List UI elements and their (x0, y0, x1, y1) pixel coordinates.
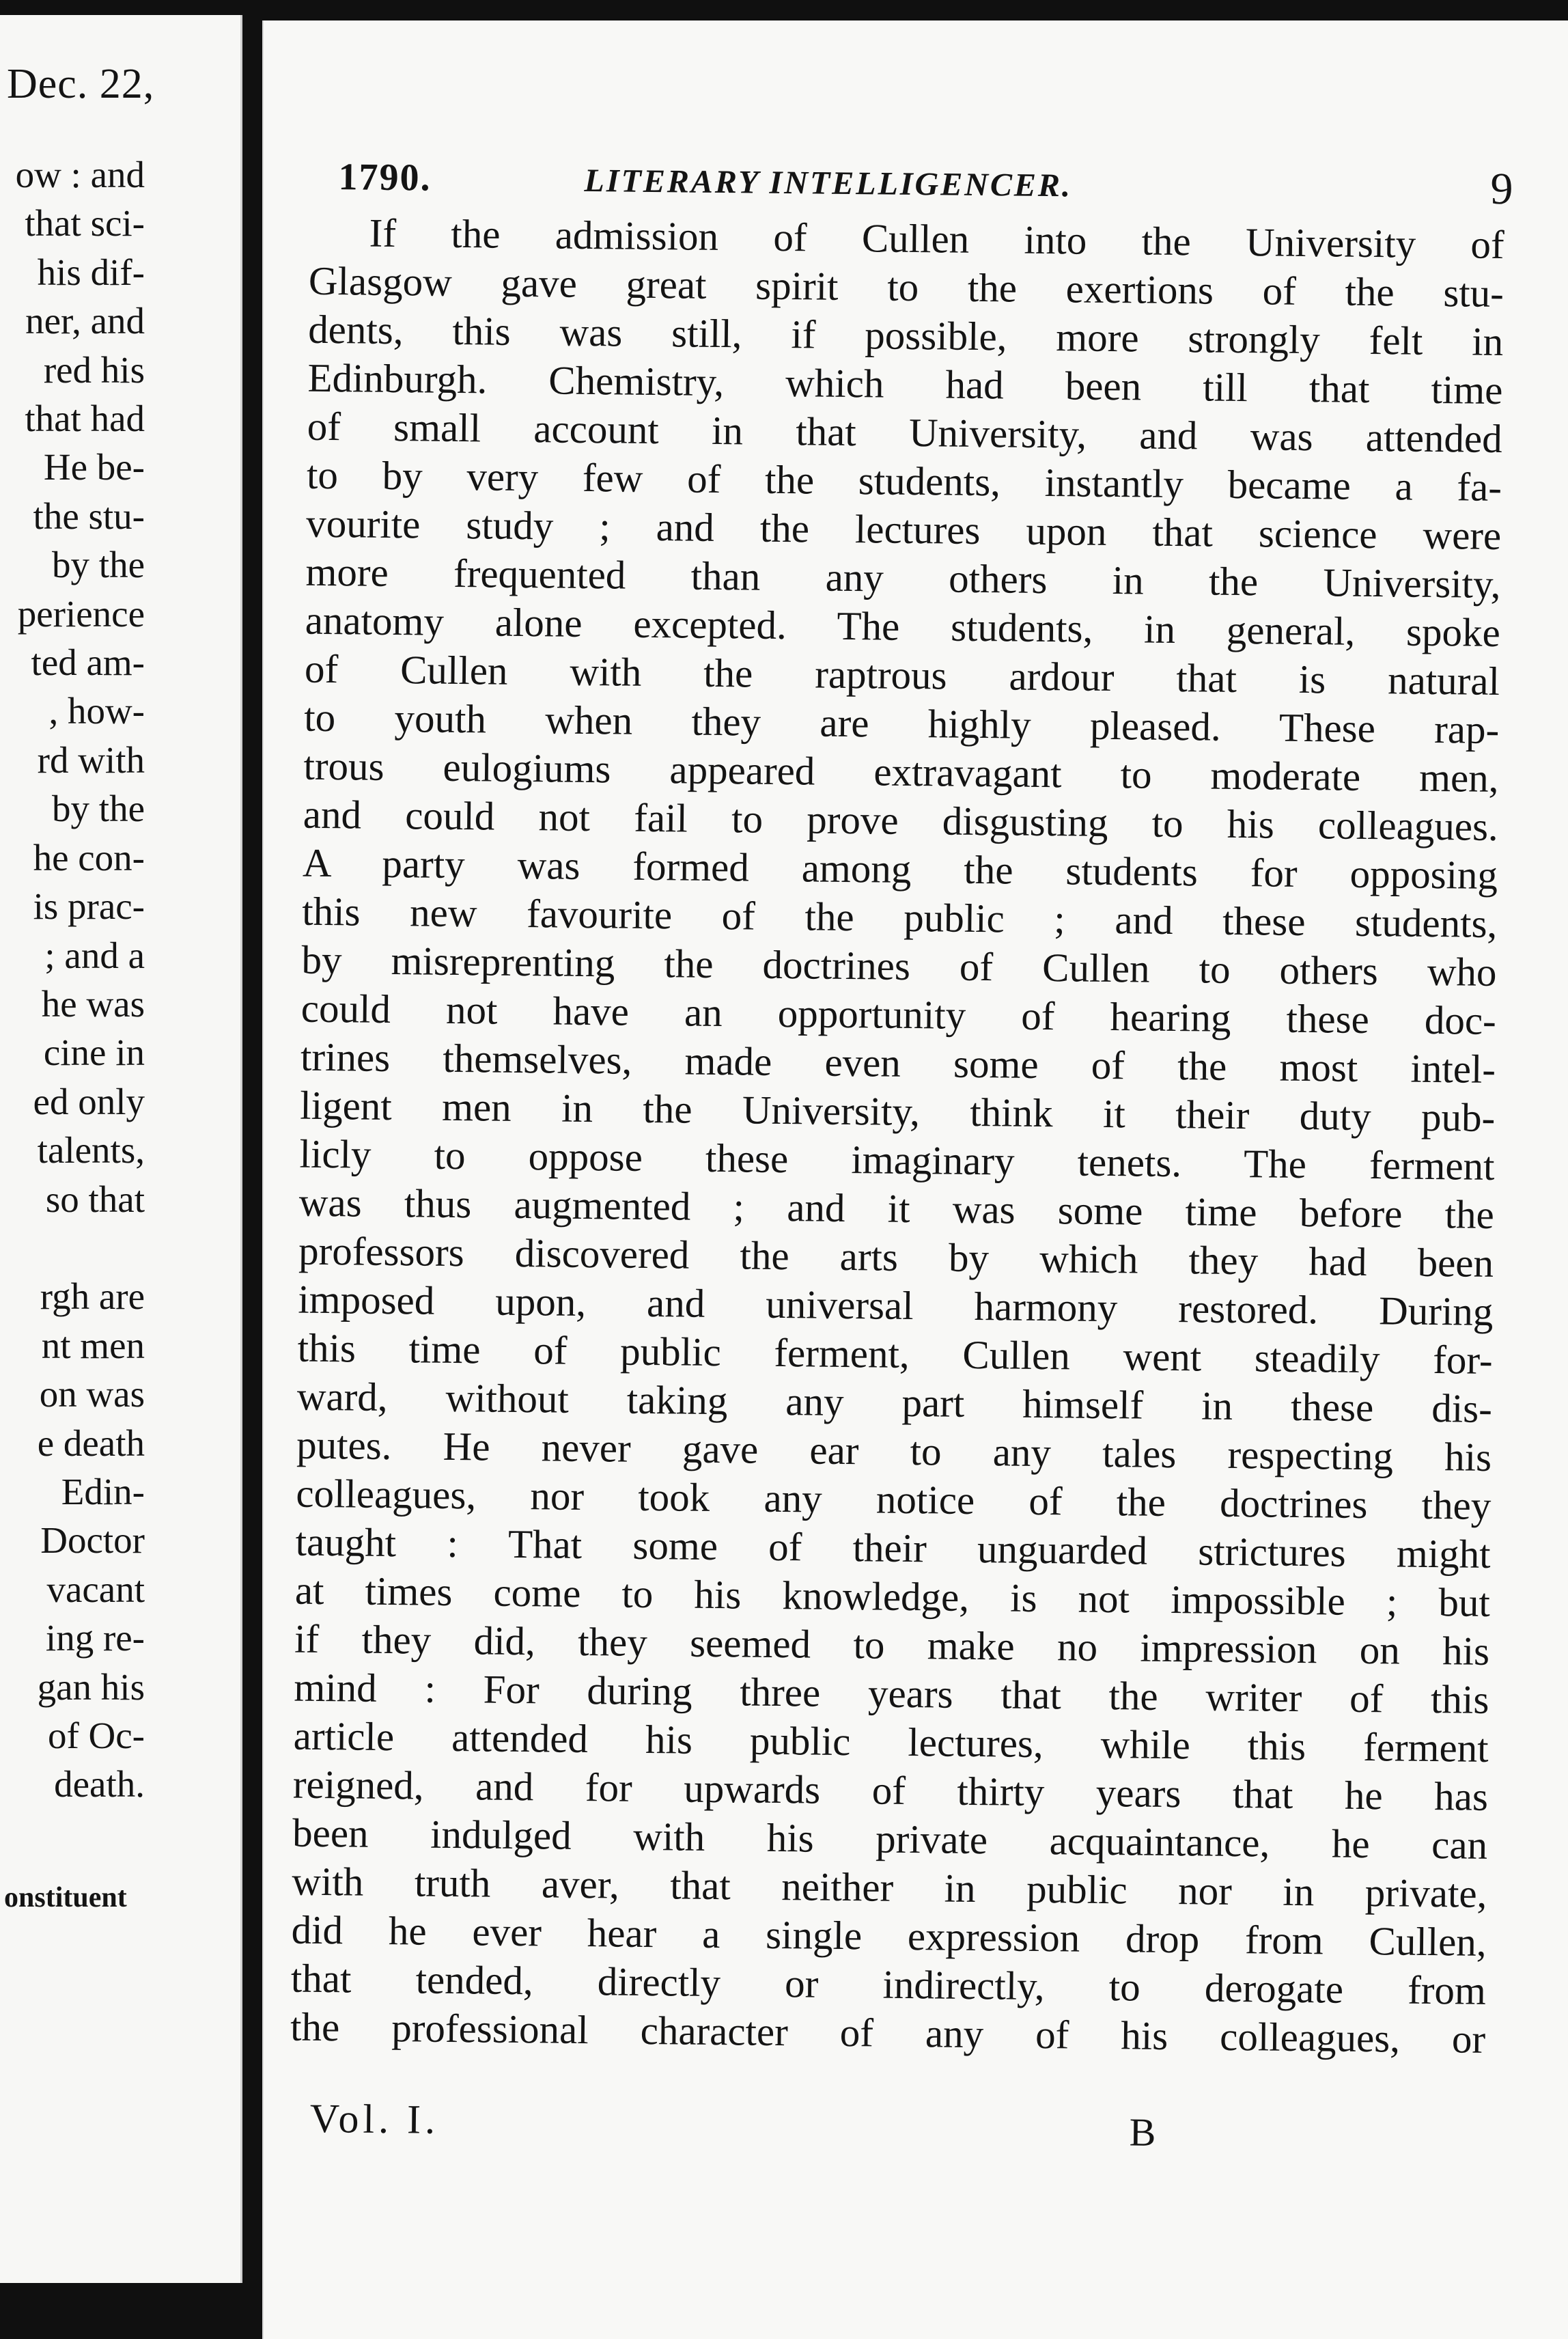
text-line: anatomy alone excepted. The students, in general, spoke (305, 597, 1501, 656)
left-text-line: by the (52, 788, 145, 830)
text-line: to by very few of the students, instantly became a fa- (306, 452, 1502, 510)
text-line: to youth when they are highly pleased. These rap- (303, 694, 1500, 753)
text-line: imposed upon, and universal harmony restored. During (298, 1276, 1494, 1334)
text-line: of small account in that University, and was attended (307, 403, 1503, 462)
left-text-line (0, 1223, 145, 1272)
left-text-line: his dif- (37, 251, 145, 293)
left-page-text (0, 150, 145, 1809)
left-text-line: death. (54, 1763, 145, 1805)
main-page (262, 20, 1568, 2339)
text-line: vourite study ; and the lectures upon that science were (305, 500, 1502, 559)
left-page-fragment (0, 15, 242, 2283)
left-text-line: is prac- (33, 885, 145, 928)
left-text-line: ner, and (25, 300, 145, 342)
text-line: trines themselves, made even some of the most intel- (300, 1034, 1496, 1092)
left-text-line: he con- (33, 836, 145, 878)
running-title: LITERARY INTELLIGENCER. (584, 162, 1073, 204)
text-line: of Cullen with the raptrous ardour that is natural (304, 646, 1500, 704)
left-text-line: ; and a (44, 934, 145, 976)
text-line: dents, this was still, if possible, more strongly felt in (307, 306, 1504, 365)
left-text-line: the stu- (33, 495, 145, 537)
text-line: been indulged with his private acquaintance, he can (292, 1810, 1488, 1868)
body-text (290, 208, 1504, 2064)
left-text-line: that sci- (25, 202, 145, 245)
text-line: if they did, they seemed to make no impression on his (294, 1616, 1490, 1674)
text-line: did he ever hear a single expression drop from Cullen, (291, 1907, 1487, 1965)
text-line: mind : For during three years that the writer of this (294, 1664, 1489, 1722)
left-text-line: ing re- (45, 1617, 145, 1659)
left-text-line: so that (45, 1178, 145, 1220)
text-line: If the admission of Cullen into the University of (369, 210, 1505, 268)
text-line: the professional character of any of his colleagues, or (290, 2004, 1486, 2062)
volume-label: Vol. I. (309, 2095, 440, 2142)
left-text-line: talents, (37, 1129, 145, 1172)
left-text-line: rgh are (40, 1275, 145, 1318)
left-page-header: Dec. 22, (7, 61, 155, 107)
left-text-line: perience (17, 592, 145, 635)
text-line: more frequented than any others in the University, (305, 549, 1501, 607)
left-text-line: he was (41, 982, 145, 1025)
header-year: 1790. (338, 156, 432, 199)
text-line: article attended his public lectures, while this ferment (293, 1713, 1489, 1771)
left-text-line: ed only (33, 1080, 145, 1122)
text-line: professors discovered the arts by which they had been (298, 1228, 1494, 1286)
text-line: could not have an opportunity of hearing these doc- (300, 985, 1497, 1043)
left-text-line: on was (39, 1373, 145, 1415)
text-line: A party was formed among the students for opposing (302, 840, 1498, 898)
left-text-line: red his (43, 348, 145, 391)
left-text-line: e death (37, 1422, 145, 1464)
text-line: was thus augmented ; and it was some time before the (298, 1179, 1495, 1237)
left-text-line: that had (25, 398, 145, 440)
text-line: this time of public ferment, Cullen went steadily for- (297, 1325, 1493, 1383)
left-text-line: rd with (37, 738, 145, 781)
left-text-line: Doctor (40, 1519, 145, 1562)
text-line: taught : That some of their unguarded strictures might (295, 1519, 1491, 1577)
left-text-line: vacant (46, 1568, 145, 1610)
text-line: Glasgow gave great spirit to the exertions of the stu- (308, 258, 1504, 316)
text-line: trous eulogiums appeared extravagant to moderate men, (303, 743, 1499, 801)
text-line: at times come to his knowledge, is not impossible ; but (294, 1567, 1491, 1625)
text-line: licly to oppose these imaginary tenets. The ferment (299, 1131, 1495, 1189)
text-line: that tended, directly or indirectly, to derogate from (290, 1955, 1487, 2013)
text-line: with truth aver, that neither in public nor in private, (292, 1858, 1487, 1916)
text-line: colleagues, nor took any notice of the doctrines they (296, 1470, 1492, 1528)
text-line: by misreprenting the doctrines of Cullen to others who (301, 937, 1497, 995)
page-number: 9 (1490, 163, 1513, 214)
left-text-line: cine in (43, 1032, 145, 1074)
left-text-line: of Oc- (47, 1715, 145, 1756)
left-text-line: Edin- (61, 1470, 145, 1512)
text-line: putes. He never gave ear to any tales respecting his (296, 1422, 1492, 1480)
left-text-line: , how- (48, 690, 145, 732)
left-text-line: nt men (41, 1324, 145, 1366)
signature-mark: B (1129, 2109, 1156, 2155)
text-line: reigned, and for upwards of thirty years that he has (292, 1761, 1489, 1819)
text-line: this new favourite of the public ; and these students, (302, 888, 1498, 946)
left-text-line: ow : and (15, 154, 145, 195)
text-line: Edinburgh. Chemistry, which had been till that time (307, 355, 1503, 413)
main-page-content (262, 20, 1568, 2339)
left-text-line: ted am- (31, 641, 145, 684)
text-line: and could not fail to prove disgusting to his colleagues. (303, 791, 1499, 849)
text-line: ligent men in the University, think it their duty pub- (300, 1082, 1496, 1140)
left-text-line: by the (52, 544, 145, 586)
text-line: ward, without taking any part himself in these dis- (296, 1373, 1493, 1431)
left-page-footer: onstituent (4, 1882, 127, 1913)
left-text-line: He be- (43, 446, 145, 488)
left-text-line: gan his (37, 1665, 145, 1708)
